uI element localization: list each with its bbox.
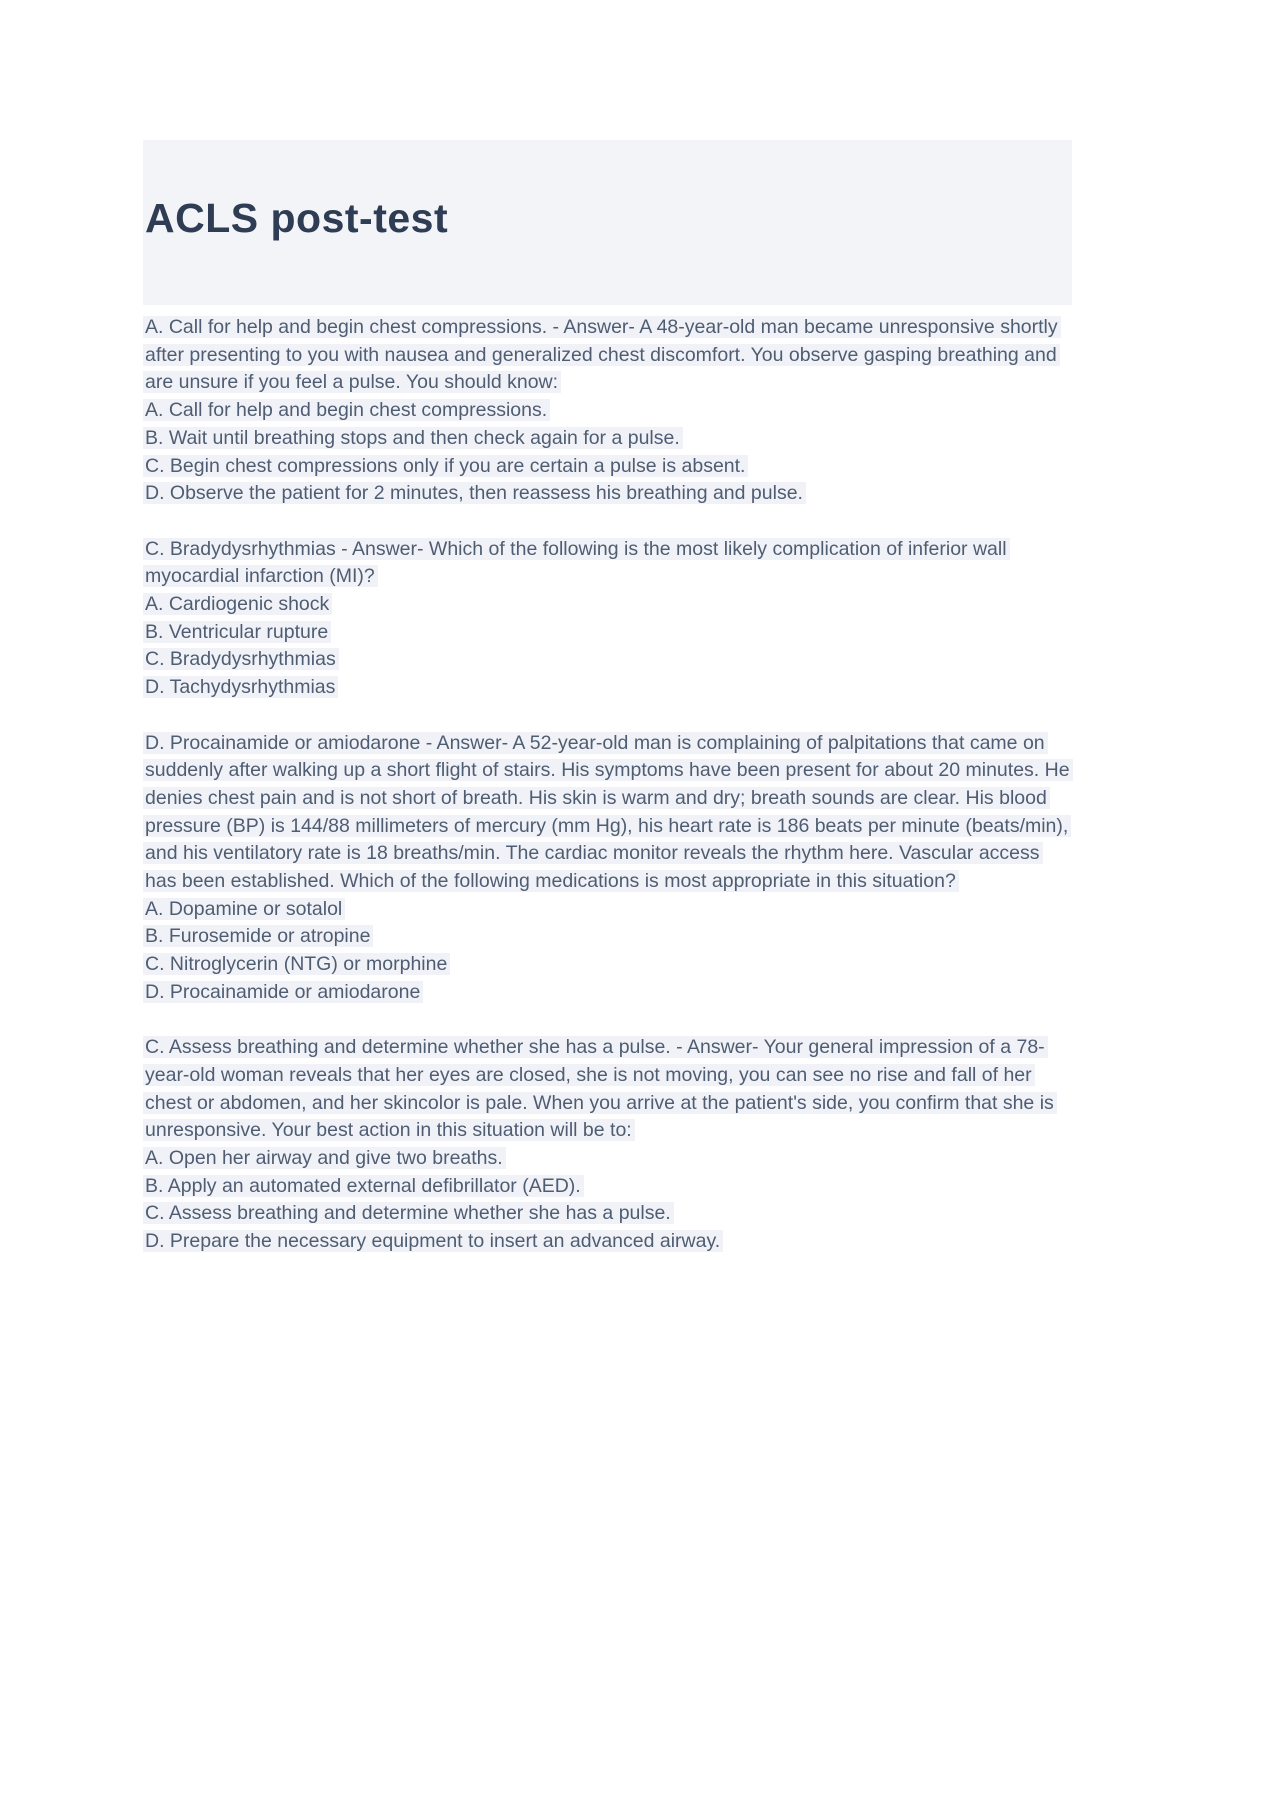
highlighted-text: C. Assess breathing and determine whether she has a pulse. (143, 1202, 674, 1224)
highlighted-text: D. Procainamide or amiodarone (143, 981, 423, 1003)
highlighted-text: C. Bradydysrhythmias (143, 648, 339, 670)
answer-option (143, 397, 1072, 425)
highlighted-text: A. Dopamine or sotalol (143, 898, 345, 920)
highlighted-text: C. Nitroglycerin (NTG) or morphine (143, 953, 450, 975)
answer-option (143, 646, 1072, 674)
answer-option (143, 619, 1072, 647)
answer-option (143, 425, 1072, 453)
question-block (143, 1034, 1072, 1256)
question-stem (143, 730, 1072, 896)
answer-option (143, 1228, 1072, 1256)
question-stem (143, 314, 1072, 397)
highlighted-text: C. Assess breathing and determine whether she has a pulse. - Answer- Your general impression of a 78-year-old woman reveals that her eyes are closed, she is not moving, you can see no rise and fall of her chest or abdomen, and her skincolor is pale. When you arrive at the patient's side, you confirm that she is unresponsive. Your best action in this situation will be to: (143, 1036, 1057, 1141)
answer-option (143, 951, 1072, 979)
answer-option (143, 674, 1072, 702)
question-block (143, 314, 1072, 508)
highlighted-text: C. Begin chest compressions only if you are certain a pulse is absent. (143, 455, 748, 477)
highlighted-text: D. Prepare the necessary equipment to insert an advanced airway. (143, 1230, 723, 1252)
highlighted-text: B. Wait until breathing stops and then check again for a pulse. (143, 427, 683, 449)
answer-option (143, 1145, 1072, 1173)
answer-option (143, 480, 1072, 508)
answer-option (143, 923, 1072, 951)
answer-option (143, 453, 1072, 481)
answer-option (143, 1173, 1072, 1201)
highlighted-text: A. Cardiogenic shock (143, 593, 332, 615)
answer-option (143, 591, 1072, 619)
highlighted-text: A. Call for help and begin chest compressions. - Answer- A 48-year-old man became unresponsive shortly after presenting to you with nausea and generalized chest discomfort. You observe gasping breathing and are unsure if you feel a pulse. You should know: (143, 316, 1061, 393)
title-banner (143, 140, 1072, 305)
highlighted-text: A. Call for help and begin chest compressions. (143, 399, 550, 421)
answer-option (143, 896, 1072, 924)
highlighted-text: B. Ventricular rupture (143, 621, 331, 643)
page-title: ACLS post-test (145, 195, 449, 241)
answer-option (143, 1200, 1072, 1228)
question-stem (143, 1034, 1072, 1145)
document-page (0, 140, 1280, 1256)
highlighted-text: B. Apply an automated external defibrillator (AED). (143, 1175, 584, 1197)
highlighted-text: D. Tachydysrhythmias (143, 676, 338, 698)
question-stem (143, 536, 1072, 591)
answer-option (143, 979, 1072, 1007)
question-block (143, 536, 1072, 702)
document-body (143, 305, 1072, 1256)
highlighted-text: C. Bradydysrhythmias - Answer- Which of the following is the most likely complication of inferior wall myocardial infarction (MI)? (143, 538, 1010, 588)
highlighted-text: A. Open her airway and give two breaths. (143, 1147, 506, 1169)
highlighted-text: B. Furosemide or atropine (143, 925, 373, 947)
highlighted-text: D. Procainamide or amiodarone - Answer- A 52-year-old man is complaining of palpitations that came on suddenly after walking up a short flight of stairs. His symptoms have been present for about 20 minutes. He denies chest pain and is not short of breath. His skin is warm and dry; breath sounds are clear. His blood pressure (BP) is 144/88 millimeters of mercury (mm Hg), his heart rate is 186 beats per minute (beats/min), and his ventilatory rate is 18 breaths/min. The cardiac monitor reveals the rhythm here. Vascular access has been established. Which of the following medications is most appropriate in this situation? (143, 732, 1073, 893)
highlighted-text: D. Observe the patient for 2 minutes, then reassess his breathing and pulse. (143, 482, 806, 504)
question-block (143, 730, 1072, 1007)
